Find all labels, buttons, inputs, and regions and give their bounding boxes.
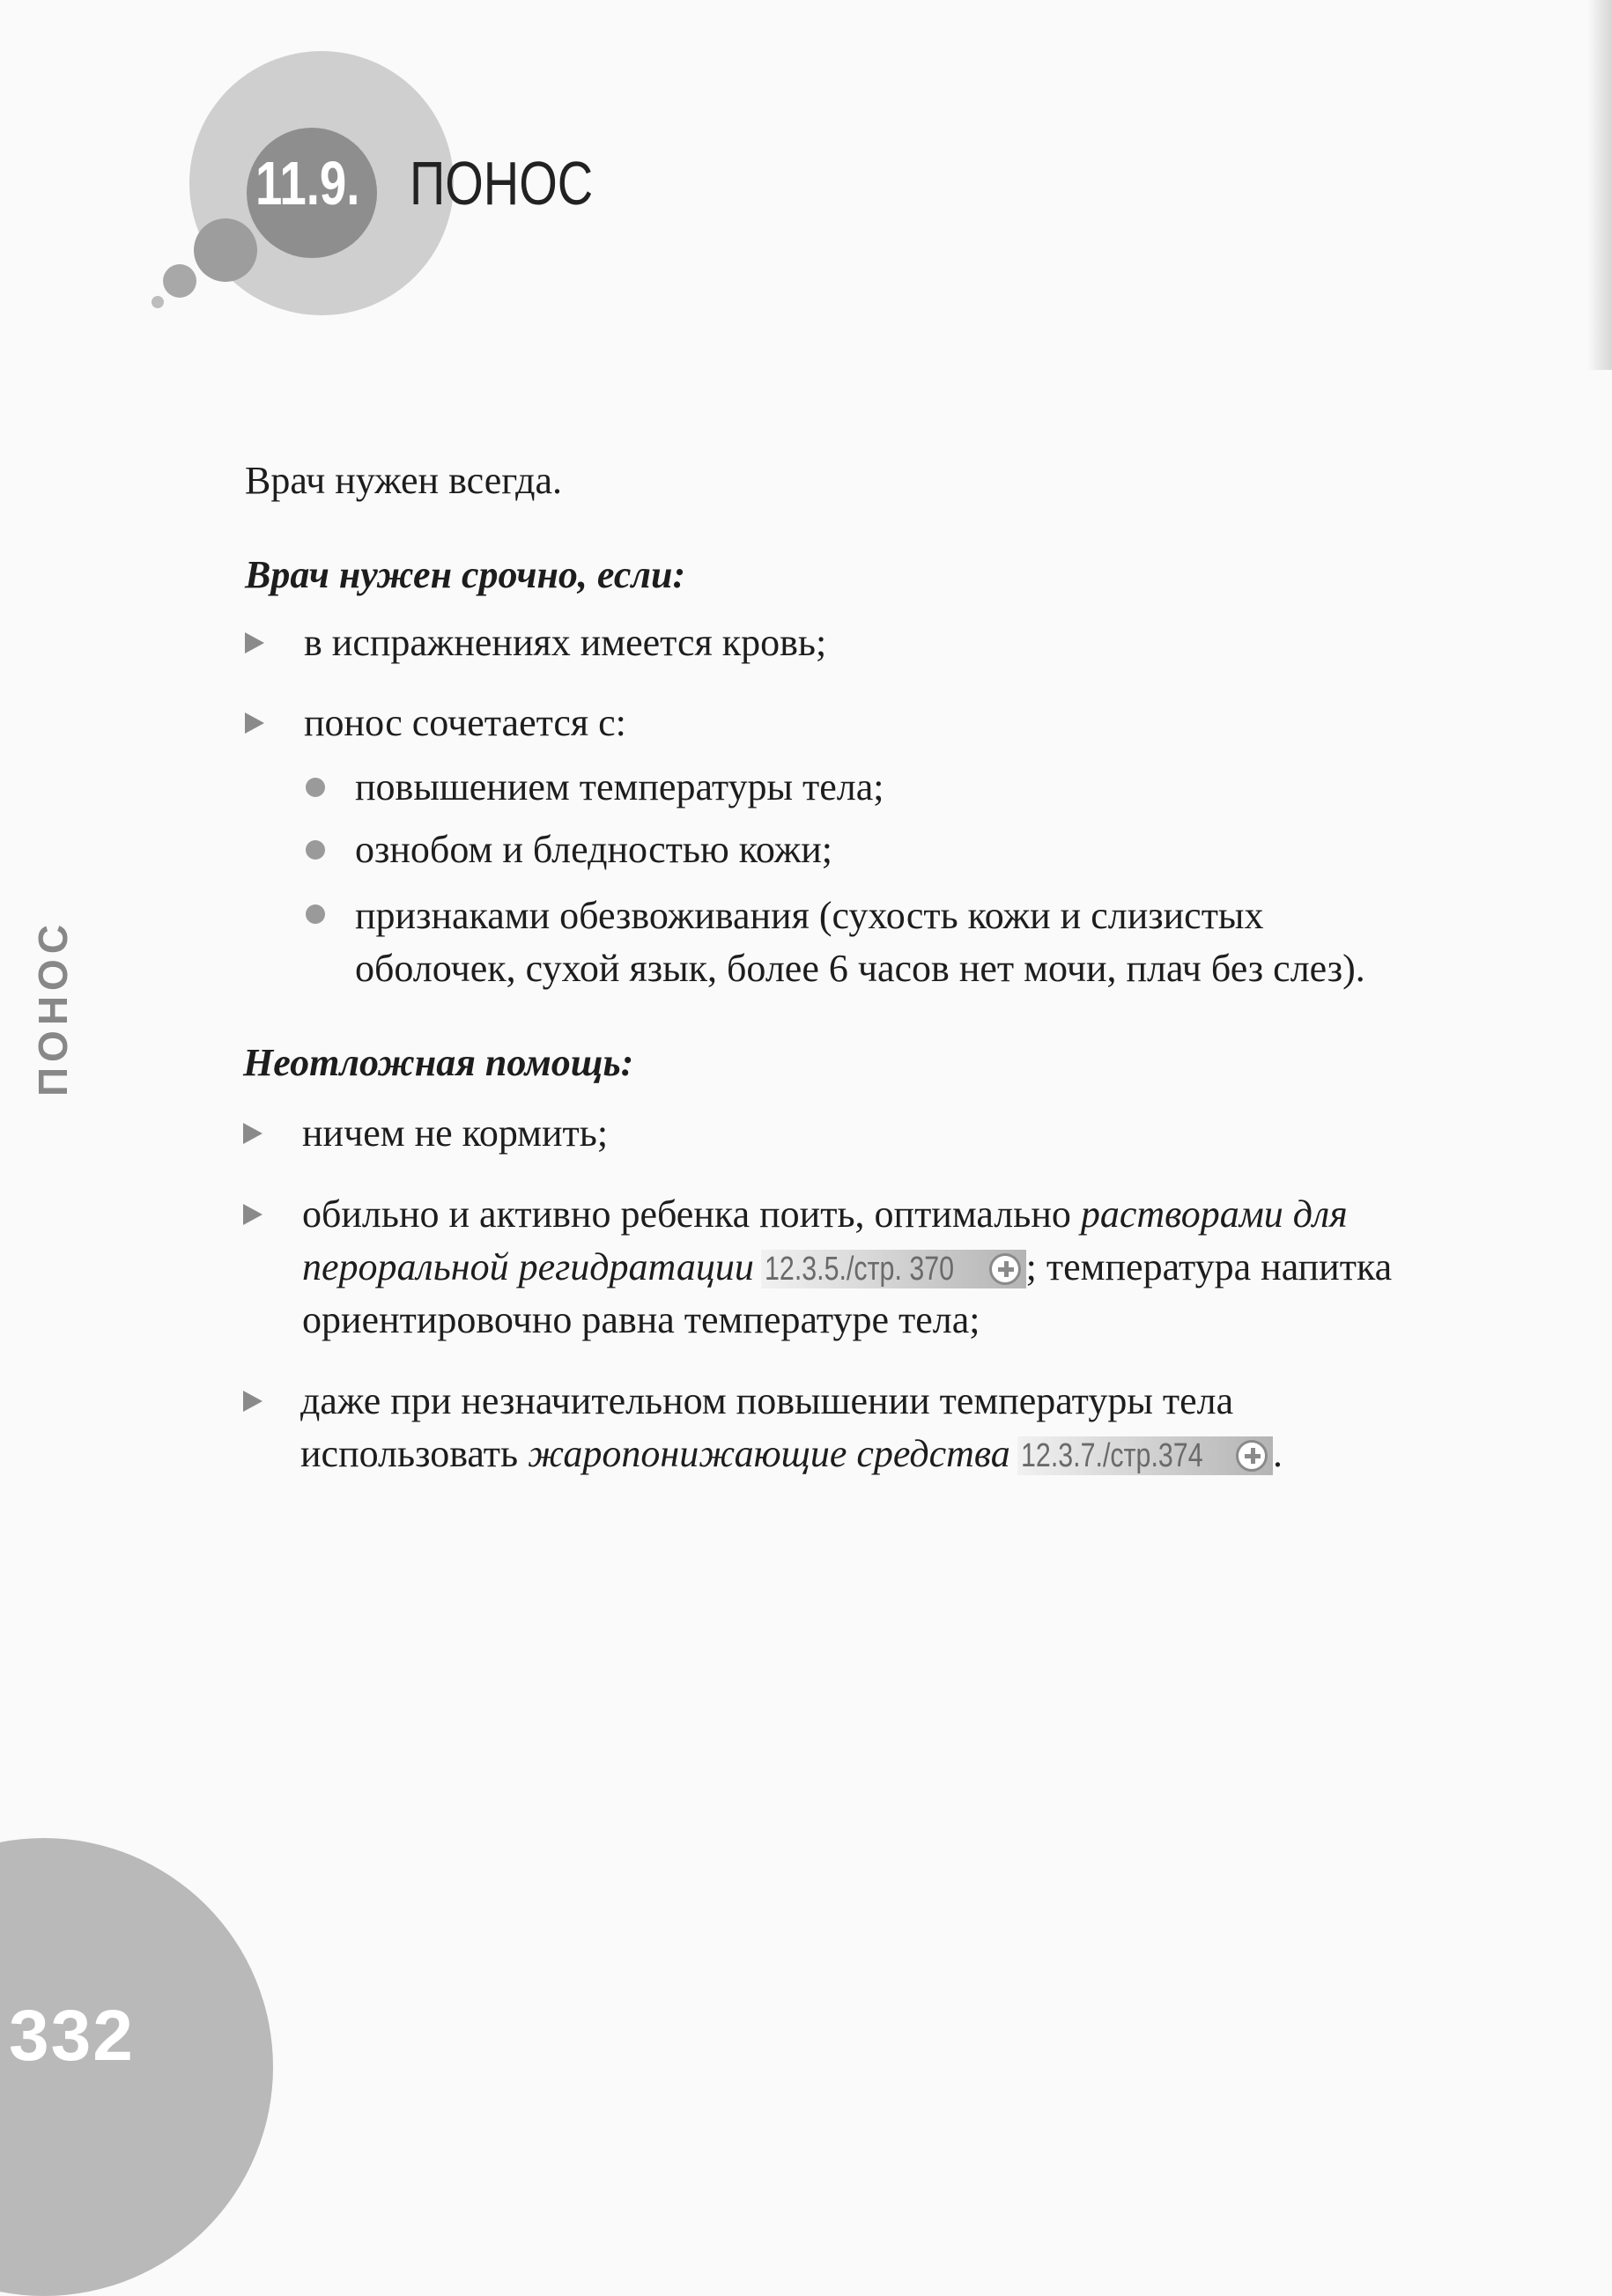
triangle-bullet-icon [245,712,264,734]
triangle-bullet-icon [245,632,264,653]
page-number: 332 [9,1996,135,2076]
italic-term: жаропонижающие средства [528,1432,1010,1475]
round-bullet-icon [306,778,325,797]
round-bullet-icon [306,904,325,924]
facing-page-edge [1587,0,1612,370]
triangle-bullet-icon [243,1204,263,1225]
triangle-bullet-icon [243,1123,263,1144]
cross-reference-link[interactable]: 12.3.5./стр. 370 [761,1250,1026,1288]
header-circle-smaller [163,264,196,298]
header-circle-tiny [152,296,164,308]
urgent-item: понос сочетается с: [304,701,626,744]
urgent-subitem: ознобом и бледностью кожи; [355,828,833,871]
side-section-label: ПОНОС [30,919,76,1096]
chapter-title: ПОНОС [410,149,594,218]
round-bullet-icon [306,840,325,860]
triangle-bullet-icon [243,1391,263,1412]
intro-text: Врач нужен всегда. [245,459,562,502]
first-aid-item-line: пероральной регидратации 12.3.5./стр. 370 ; температура напитка [302,1245,1393,1288]
first-aid-item-line: использовать жаропонижающие средства 12.3.7./стр.374 . [300,1432,1283,1475]
chapter-number: 11.9. [255,149,360,218]
urgent-heading: Врач нужен срочно, если: [245,553,686,596]
cross-reference-link[interactable]: 12.3.7./стр.374 [1017,1436,1273,1475]
italic-term: пероральной регидратации [302,1245,754,1288]
first-aid-item: ничем не кормить; [302,1111,609,1155]
first-aid-item: обильно и активно ребенка поить, оптимально растворами для [302,1192,1348,1236]
first-aid-heading: Неотложная помощь: [243,1041,634,1084]
urgent-subitem: повышением температуры тела; [355,765,884,808]
header-circle-small [194,218,257,282]
urgent-subitem: признаками обезвоживания (сухость кожи и слизистых [355,894,1264,937]
first-aid-item: даже при незначительном повышении температуры тела [300,1379,1234,1422]
italic-term: растворами для [1080,1192,1348,1236]
first-aid-item-line: ориентировочно равна температуре тела; [302,1298,980,1341]
urgent-subitem-continuation: оболочек, сухой язык, более 6 часов нет мочи, плач без слез). [355,947,1365,990]
plus-circle-icon [1236,1440,1268,1472]
urgent-item: в испражнениях имеется кровь; [304,621,827,664]
plus-circle-icon [989,1253,1021,1285]
